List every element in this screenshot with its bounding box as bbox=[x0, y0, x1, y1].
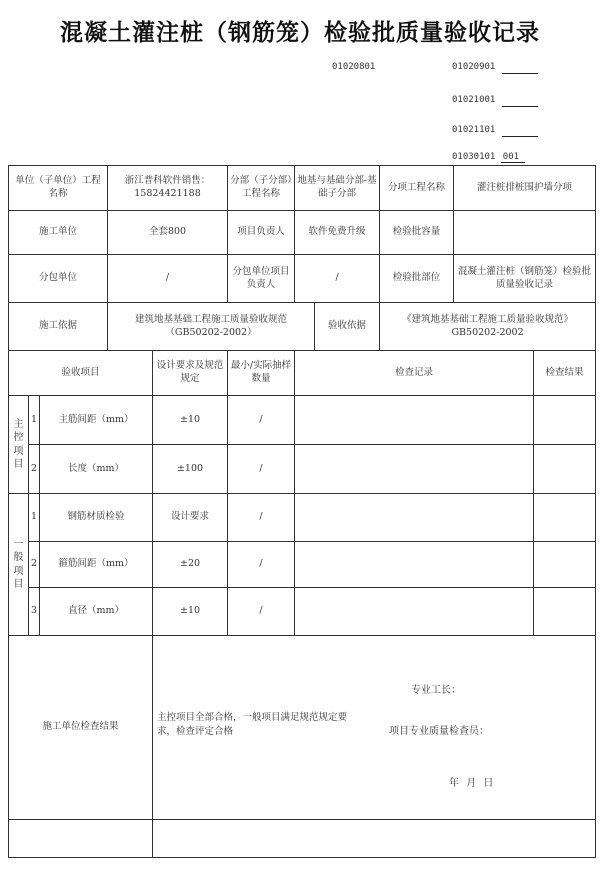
general-group-char: 目 bbox=[13, 579, 24, 590]
foreman-label: 专业工长： bbox=[411, 685, 462, 696]
code-underline-2 bbox=[502, 73, 538, 74]
bottom-row bbox=[9, 820, 596, 858]
item-requirement: ±100 bbox=[153, 445, 228, 494]
item-number: 1 bbox=[29, 396, 40, 445]
header-row-4 bbox=[9, 303, 596, 351]
item-sample: / bbox=[228, 542, 295, 588]
item-name: 钢筋材质检验 bbox=[40, 494, 153, 542]
form-code-3: 01021001 bbox=[452, 95, 496, 105]
item-value: 灌注桩排桩围护墙分项 bbox=[454, 166, 596, 211]
unit-value: 浙江普科软件销售：15824421188 bbox=[108, 166, 228, 211]
item-requirement: ±10 bbox=[153, 396, 228, 445]
general-group-char: 一 bbox=[13, 538, 24, 550]
item-sample: / bbox=[228, 445, 295, 494]
main-row-2 bbox=[9, 445, 596, 494]
code-underline-3 bbox=[502, 106, 538, 107]
column-header-row bbox=[9, 351, 596, 396]
contractor-value: 全套800 bbox=[108, 211, 228, 255]
item-result bbox=[534, 494, 596, 542]
form-code-2: 01020901 bbox=[452, 62, 496, 72]
item-requirement: ±20 bbox=[153, 542, 228, 588]
general-group-char: 项 bbox=[13, 565, 24, 577]
header-row-1 bbox=[9, 166, 596, 211]
main-control-group bbox=[9, 396, 29, 494]
main-group-char: 项 bbox=[13, 445, 24, 457]
item-label: 分项工程名称 bbox=[380, 166, 454, 211]
capacity-label: 检验批容量 bbox=[380, 211, 454, 255]
form-code-4: 01021101 bbox=[452, 125, 496, 135]
bottom-label-cell bbox=[9, 820, 153, 858]
col-items: 验收项目 bbox=[9, 351, 153, 396]
main-group-char: 目 bbox=[13, 459, 24, 470]
general-group bbox=[9, 494, 29, 636]
item-number: 1 bbox=[29, 494, 40, 542]
sub-value: / bbox=[108, 255, 228, 303]
bottom-content-cell bbox=[153, 820, 596, 858]
item-record bbox=[295, 396, 534, 445]
form-code-5-suffix: 001 bbox=[501, 152, 525, 163]
general-group-char: 般 bbox=[13, 552, 24, 563]
pm-value: 软件免费升级 bbox=[295, 211, 380, 255]
main-group-char: 主 bbox=[13, 418, 24, 430]
general-row-1 bbox=[9, 494, 596, 542]
item-record bbox=[295, 445, 534, 494]
item-number: 2 bbox=[29, 445, 40, 494]
inspection-record-table bbox=[8, 165, 596, 858]
header-row-3 bbox=[9, 255, 596, 303]
location-value: 混凝土灌注桩（钢筋笼）检验批质量验收记录 bbox=[454, 255, 596, 303]
sub-label: 分包单位 bbox=[9, 255, 108, 303]
item-name: 直径（mm） bbox=[40, 588, 153, 636]
col-sample: 最小/实际抽样数量 bbox=[228, 351, 295, 396]
part-label: 分部（子分部）工程名称 bbox=[228, 166, 295, 211]
form-code-1: 01020801 bbox=[332, 62, 376, 72]
item-sample: / bbox=[228, 396, 295, 445]
item-record bbox=[295, 542, 534, 588]
item-result bbox=[534, 588, 596, 636]
main-group-char: 控 bbox=[13, 432, 24, 443]
item-sample: / bbox=[228, 494, 295, 542]
sub-pm-value: / bbox=[295, 255, 380, 303]
item-number: 2 bbox=[29, 542, 40, 588]
signoff-content bbox=[153, 636, 596, 820]
item-number: 3 bbox=[29, 588, 40, 636]
main-row-1 bbox=[9, 396, 596, 445]
accept-label: 验收依据 bbox=[315, 303, 380, 351]
item-name: 长度（mm） bbox=[40, 445, 153, 494]
item-record bbox=[295, 494, 534, 542]
item-result bbox=[534, 542, 596, 588]
general-row-3 bbox=[9, 588, 596, 636]
item-result bbox=[534, 445, 596, 494]
col-design: 设计要求及规范规定 bbox=[153, 351, 228, 396]
col-result: 检查结果 bbox=[534, 351, 596, 396]
unit-label: 单位（子单位）工程名称 bbox=[9, 166, 108, 211]
signoff-date: 年 月 日 bbox=[449, 778, 496, 789]
item-sample: / bbox=[228, 588, 295, 636]
signoff-text: 主控项目全部合格，一般项目满足规范规定要求，检查评定合格 bbox=[157, 712, 348, 738]
capacity-value bbox=[454, 211, 596, 255]
signoff-label: 施工单位检查结果 bbox=[9, 636, 153, 820]
basis-value: 建筑地基基础工程施工质量验收规范（GB50202-2002） bbox=[108, 303, 315, 351]
header-row-2 bbox=[9, 211, 596, 255]
item-name: 主筋间距（mm） bbox=[40, 396, 153, 445]
location-label: 检验批部位 bbox=[380, 255, 454, 303]
item-requirement: ±10 bbox=[153, 588, 228, 636]
item-name: 箍筋间距（mm） bbox=[40, 542, 153, 588]
item-result bbox=[534, 396, 596, 445]
accept-value: 《建筑地基基础工程施工质量验收规范》GB50202-2002 bbox=[380, 303, 596, 351]
pm-label: 项目负责人 bbox=[228, 211, 295, 255]
sub-pm-label: 分包单位项目负责人 bbox=[228, 255, 295, 303]
item-record bbox=[295, 588, 534, 636]
form-code-5-prefix: 01030101 bbox=[452, 152, 496, 162]
contractor-label: 施工单位 bbox=[9, 211, 108, 255]
item-requirement: 设计要求 bbox=[153, 494, 228, 542]
general-row-2 bbox=[9, 542, 596, 588]
signoff-row bbox=[9, 636, 596, 820]
part-value: 地基与基础分部-基础子分部 bbox=[295, 166, 380, 211]
col-record: 检查记录 bbox=[295, 351, 534, 396]
inspector-label: 项目专业质量检查员： bbox=[389, 726, 490, 737]
page-title: 混凝土灌注桩（钢筋笼）检验批质量验收记录 bbox=[60, 20, 540, 46]
basis-label: 施工依据 bbox=[9, 303, 108, 351]
form-code-5 bbox=[452, 152, 525, 162]
code-underline-4 bbox=[502, 136, 538, 137]
